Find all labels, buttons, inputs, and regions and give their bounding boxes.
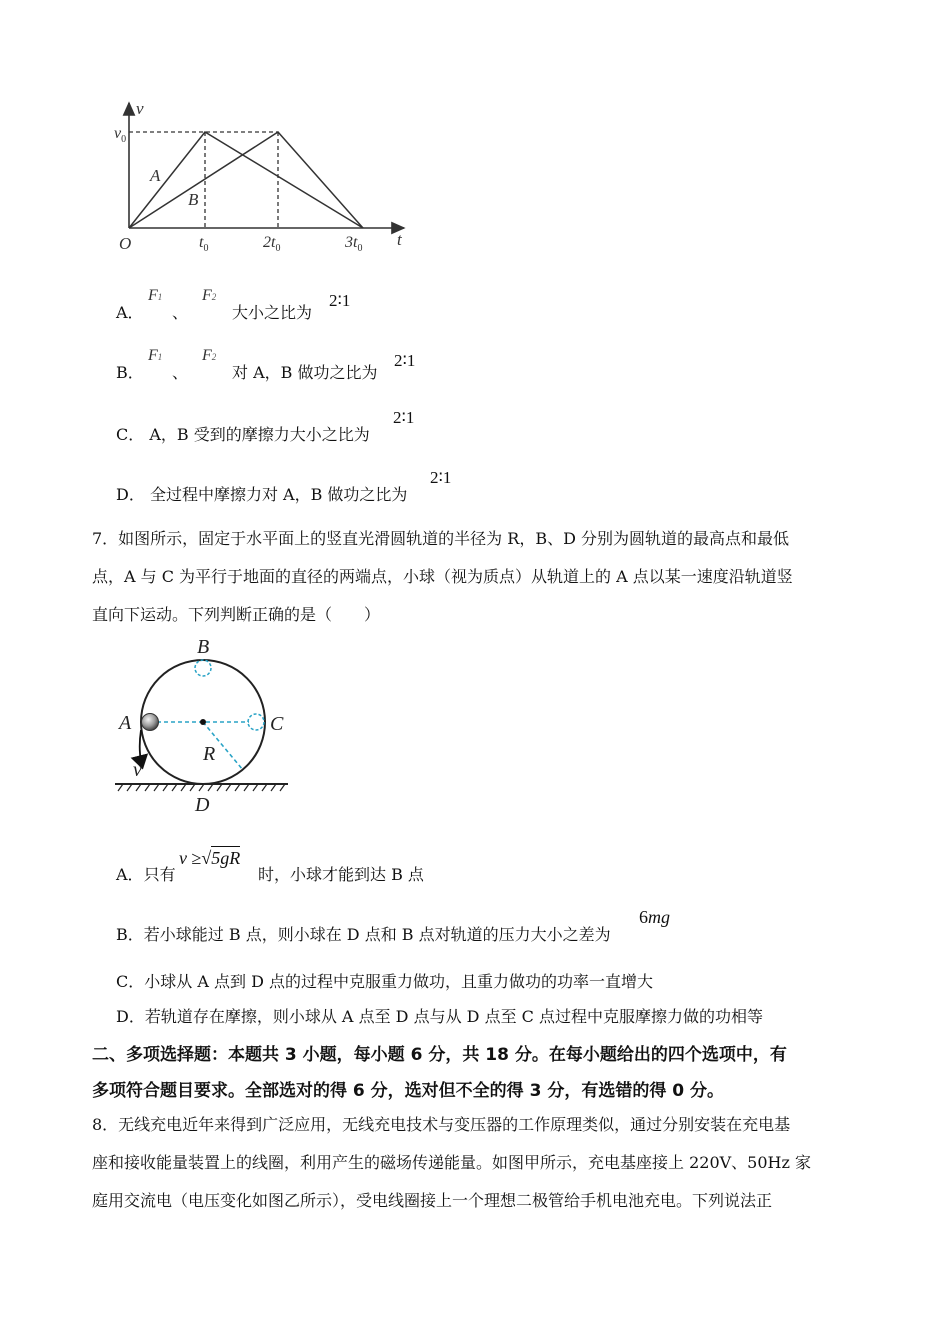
label-r: R — [203, 743, 216, 765]
v-axis-label: v — [136, 99, 144, 118]
label-b: B — [197, 636, 210, 658]
value-6mg: 6mg — [639, 907, 670, 927]
curve-a — [129, 132, 363, 228]
curve-b — [129, 132, 363, 228]
2t0-label: $2t_0$ — [263, 234, 281, 254]
ground-hatching — [118, 784, 285, 791]
t-axis-label: t — [397, 230, 402, 249]
section-heading: 二、多项选择题：本题共 3 小题，每小题 6 分，共 18 分。在每小题给出的四个选项中，有 多项符合题目要求。全部选对的得 6 分，选对但不全的得 3 分，有选错的得 0 分。 — [92, 1045, 787, 1101]
circular-track-figure — [110, 632, 300, 817]
vt-graph — [100, 95, 430, 260]
q7-option-c[interactable]: C．小球从 A 点到 D 点的过程中克服重力做功，且重力做功的功率一直增大 — [116, 972, 653, 991]
v0-label: $v_0$ — [114, 125, 127, 145]
q7-option-a[interactable]: A．只有 v ≥√5gR 时，小球才能到达 B 点 — [116, 848, 424, 884]
q8-stem: 8．无线充电近年来得到广泛应用，无线充电技术与变压器的工作原理类似，通过分别安装在充电基 座和接收能量装置上的线圈，利用产生的磁场传递能量。如图甲所示，充电基座接上 220V、50Hz 家 庭用交流电（电压变化如图乙所示），受电线圈接上一个理想二极管给手机电池充电。下列说法正 — [92, 1115, 812, 1210]
q6-option-a[interactable]: A． F1 、 F2 大小之比为 2∶1 — [116, 287, 351, 322]
center-point — [200, 719, 206, 725]
3t0-label: $3t_0$ — [345, 234, 363, 254]
q6-option-d[interactable]: D． 全过程中摩擦力对 A，B 做功之比为 2∶1 — [116, 468, 452, 504]
f1-symbol: F1 — [148, 347, 163, 364]
label-d: D — [195, 794, 210, 816]
label-c: C — [270, 713, 284, 735]
ball-position-b — [195, 660, 211, 676]
label-a: A — [119, 712, 132, 734]
q7-option-b[interactable]: B．若小球能过 B 点，则小球在 D 点和 B 点对轨道的压力大小之差为 6mg — [116, 907, 670, 944]
f1-symbol: F1 — [148, 287, 163, 304]
label-b: B — [188, 190, 199, 209]
t0-label: $t_0$ — [199, 234, 209, 254]
ball-position-c — [248, 714, 264, 730]
label-a: A — [150, 166, 161, 185]
q7-option-d[interactable]: D．若轨道存在摩擦，则小球从 A 点至 D 点与从 D 点至 C 点过程中克服摩擦力做的功相等 — [116, 1007, 763, 1026]
ball — [142, 714, 159, 731]
label-v: v — [133, 759, 142, 781]
f2-symbol: F2 — [202, 347, 217, 364]
sqrt-icon: √ — [201, 848, 212, 868]
q7-stem: 7．如图所示，固定于水平面上的竖直光滑圆轨道的半径为 R，B、D 分别为圆轨道的最高点和最低 点，A 与 C 为平行于地面的直径的两端点，小球（视为质点）从轨道上的 A 点以某一速度沿轨道竖 直向下运动。下列判断正确的是（ ） — [92, 529, 793, 624]
formula-v-geq-sqrt5gr: v ≥√5gR — [179, 848, 241, 868]
q6-option-c[interactable]: C． A，B 受到的摩擦力大小之比为 2∶1 — [116, 408, 415, 444]
origin-label: O — [119, 234, 132, 253]
q6-option-b[interactable]: B． F1 、 F2 对 A，B 做功之比为 2∶1 — [116, 347, 416, 382]
f2-symbol: F2 — [202, 287, 217, 304]
